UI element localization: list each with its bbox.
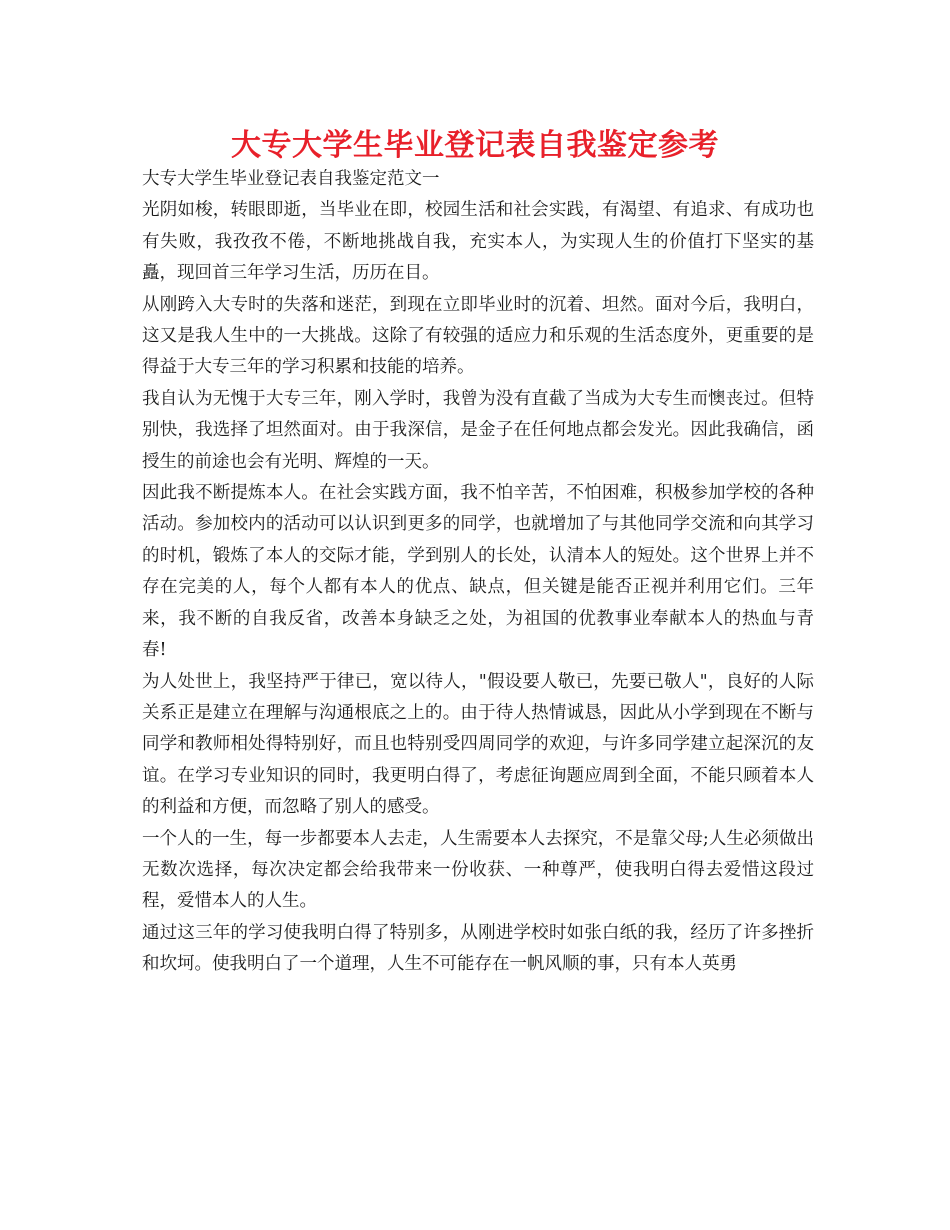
document-subtitle: 大专大学生毕业登记表自我鉴定范文一 — [142, 169, 440, 189]
paragraph: 我自认为无愧于大专三年，刚入学时，我曾为没有直截了当成为大专生而懊丧过。但特别快，我选择了坦然面对。由于我深信，是金子在任何地点都会发光。因此我确信，函授生的前途也会有光明、辉煌的一天。 — [142, 388, 814, 472]
paragraph: 通过这三年的学习使我明白得了特别多，从刚进学校时如张白纸的我，经历了许多挫折和坎坷。使我明白了一个道理，人生不可能存在一帆风顺的事，只有本人英勇 — [142, 922, 814, 975]
paragraph: 因此我不断提炼本人。在社会实践方面，我不怕辛苦，不怕困难，积极参加学校的各种活动。参加校内的活动可以认识到更多的同学，也就增加了与其他同学交流和向其学习的时机，锻炼了本人的交际才能，学到别人的长处，认清本人的短处。这个世界上并不存在完美的人，每个人都有本人的优点、缺点，但关键是能否正视并利用它们。三年来，我不断的自我反省，改善本身缺乏之处，为祖国的优教事业奉献本人的热血与青春! — [142, 483, 814, 661]
paragraph: 一个人的一生，每一步都要本人去走，人生需要本人去探究，不是靠父母;人生必须做出无数次选择，每次决定都会给我带来一份收获、一种尊严，使我明白得去爱惜这段过程，爱惜本人的人生。 — [142, 828, 814, 912]
paragraph: 光阴如梭，转眼即逝，当毕业在即，校园生活和社会实践，有渴望、有追求、有成功也有失败，我孜孜不倦，不断地挑战自我，充实本人，为实现人生的价值打下坚实的基矗，现回首三年学习生活，历历在目。 — [142, 200, 814, 284]
paragraph: 为人处世上，我坚持严于律已，宽以待人，"假设要人敬已，先要已敬人"，良好的人际关系正是建立在理解与沟通根底之上的。由于待人热情诚恳，因此从小学到现在不断与同学和教师相处得特别好，而且也特别受四周同学的欢迎，与许多同学建立起深沉的友谊。在学习专业知识的同时，我更明白得了，考虑征询题应周到全面，不能只顾着本人的利益和方便，而忽略了别人的感受。 — [142, 671, 814, 818]
paragraph: 从刚跨入大专时的失落和迷茫，到现在立即毕业时的沉着、坦然。面对今后，我明白，这又是我人生中的一大挑战。这除了有较强的适应力和乐观的生活态度外，更重要的是得益于大专三年的学习积累和技能的培养。 — [142, 294, 814, 378]
document-body — [142, 164, 814, 981]
document-title: 大专大学生毕业登记表自我鉴定参考 — [231, 128, 719, 163]
